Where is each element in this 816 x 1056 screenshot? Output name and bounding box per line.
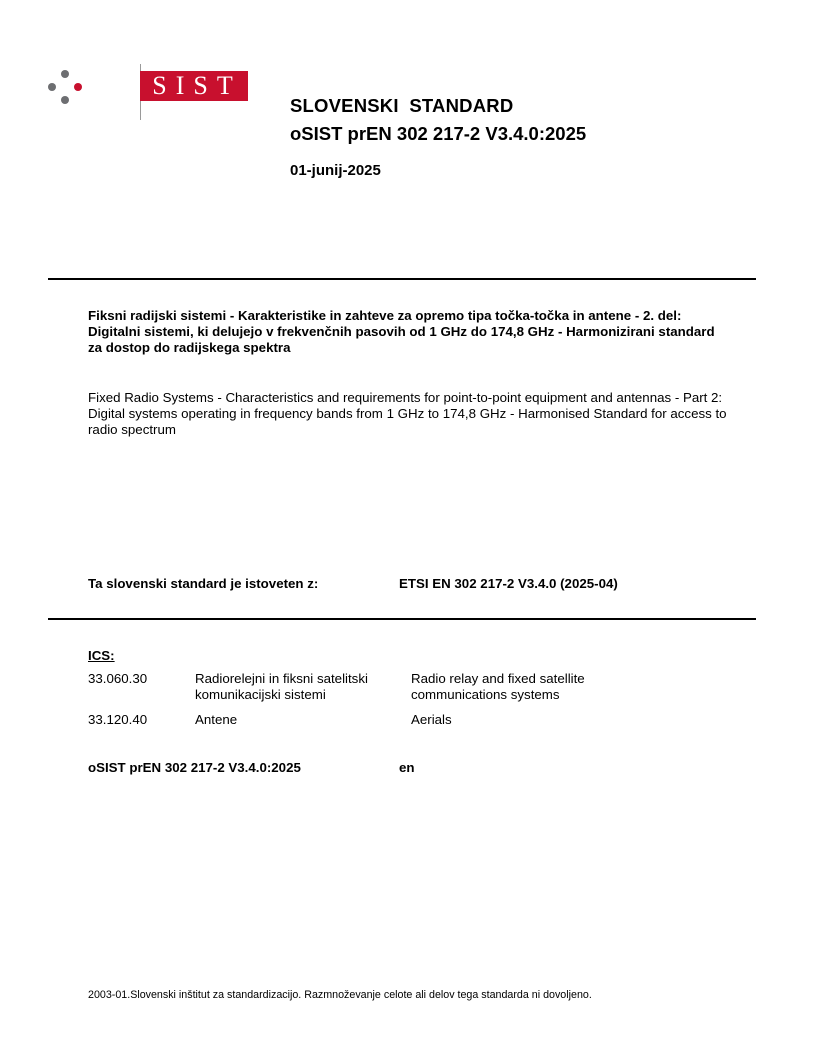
- title-slovenian: Fiksni radijski sistemi - Karakteristike in zahteve za opremo tipa točka-točka in antene - 2. del: Digitalni sistemi, ki delujejo v frekvenčnih pasovih od 1 GHz do 174,8 GHz - Harmonizirani standard za dostop do radijskega spektra: [88, 308, 715, 355]
- publication-date: 01-junij-2025: [290, 162, 381, 179]
- logo-wordmark: SIST: [140, 71, 248, 101]
- copyright-notice: 2003-01.Slovenski inštitut za standardizacijo. Razmnoževanje celote ali delov tega standarda ni dovoljeno.: [88, 989, 592, 1001]
- identity-label: Ta slovenski standard je istoveten z:: [88, 576, 319, 591]
- standard-code: oSIST prEN 302 217-2 V3.4.0:2025: [290, 123, 587, 144]
- ics-code: 33.120.40: [88, 712, 148, 727]
- footer-language: en: [399, 760, 415, 775]
- ics-code: 33.060.30: [88, 671, 148, 686]
- ics-description-sl: Radiorelejni in fiksni satelitski komunikacijski sistemi: [195, 671, 368, 702]
- identity-value: ETSI EN 302 217-2 V3.4.0 (2025-04): [399, 576, 618, 591]
- ics-description-en: Radio relay and fixed satellite communications systems: [411, 671, 585, 702]
- divider-bottom: [48, 618, 756, 620]
- title-english: Fixed Radio Systems - Characteristics and requirements for point-to-point equipment and antennas - Part 2: Digital systems operating in frequency bands from 1 GHz to 174,8 GHz - Harmonised Standard for access to radio spectrum: [88, 390, 727, 437]
- divider-top: [48, 278, 756, 280]
- ics-description-sl: Antene: [195, 712, 238, 727]
- logo-dot-red-icon: [74, 83, 82, 91]
- document-type-title: SLOVENSKI STANDARD: [290, 95, 514, 116]
- ics-description-en: Aerials: [411, 712, 452, 727]
- ics-label: ICS:: [88, 648, 115, 663]
- logo-dot-icon: [61, 70, 69, 78]
- logo-dot-icon: [61, 96, 69, 104]
- sist-logo: [44, 64, 242, 120]
- footer-standard-code: oSIST prEN 302 217-2 V3.4.0:2025: [88, 760, 301, 775]
- logo-dot-icon: [48, 83, 56, 91]
